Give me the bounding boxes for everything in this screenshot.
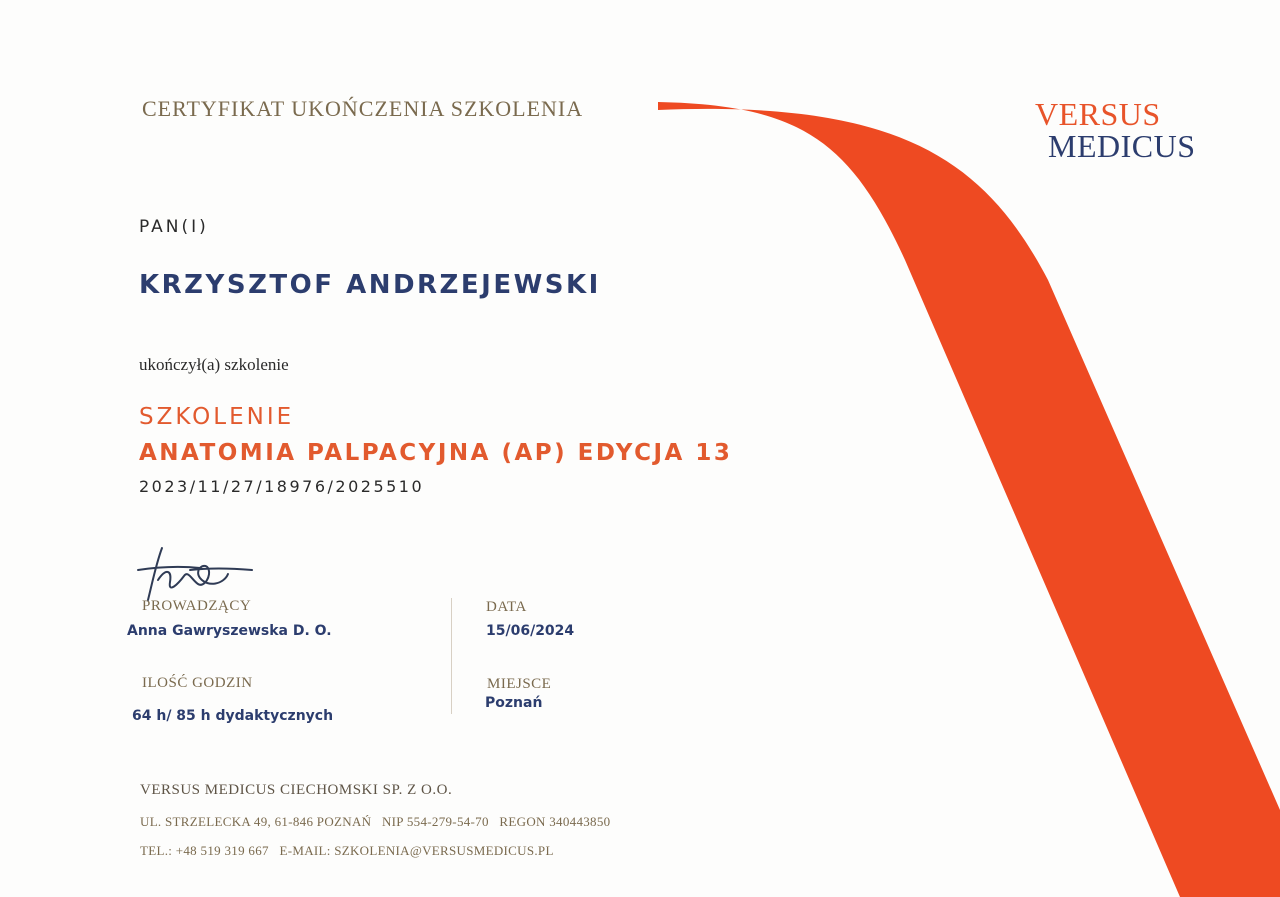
training-name: ANATOMIA PALPACYJNA (AP) EDYCJA 13 xyxy=(139,440,733,466)
salutation: PAN(I) xyxy=(139,217,209,237)
date-value: 15/06/2024 xyxy=(486,623,575,639)
company-contact: TEL.: +48 519 319 667 E-MAIL: SZKOLENIA@VERSUSMEDICUS.PL xyxy=(140,843,554,858)
details-divider xyxy=(451,598,452,714)
training-label: SZKOLENIE xyxy=(139,404,295,430)
recipient-name: KRZYSZTOF ANDRZEJEWSKI xyxy=(139,270,601,300)
certificate-code: 2023/11/27/18976/2025510 xyxy=(139,477,425,496)
company-address: UL. STRZELECKA 49, 61-846 POZNAŃ NIP 554-279-54-70 REGON 340443850 xyxy=(140,814,611,829)
brand-logo-line-2: MEDICUS xyxy=(1048,128,1196,164)
date-label: DATA xyxy=(486,599,527,615)
completion-text: ukończył(a) szkolenie xyxy=(139,355,289,374)
instructor-value: Anna Gawryszewska D. O. xyxy=(127,623,332,639)
place-label: MIEJSCE xyxy=(487,676,552,692)
hours-value: 64 h/ 85 h dydaktycznych xyxy=(132,708,334,724)
certificate-title: CERTYFIKAT UKOŃCZENIA SZKOLENIA xyxy=(142,96,584,121)
instructor-label: PROWADZĄCY xyxy=(142,598,252,614)
place-value: Poznań xyxy=(485,695,543,711)
brand-logo-line-1: VERSUS xyxy=(1035,96,1161,132)
hours-label: ILOŚĆ GODZIN xyxy=(142,675,253,691)
company-name: VERSUS MEDICUS CIECHOMSKI SP. Z O.O. xyxy=(140,782,453,798)
